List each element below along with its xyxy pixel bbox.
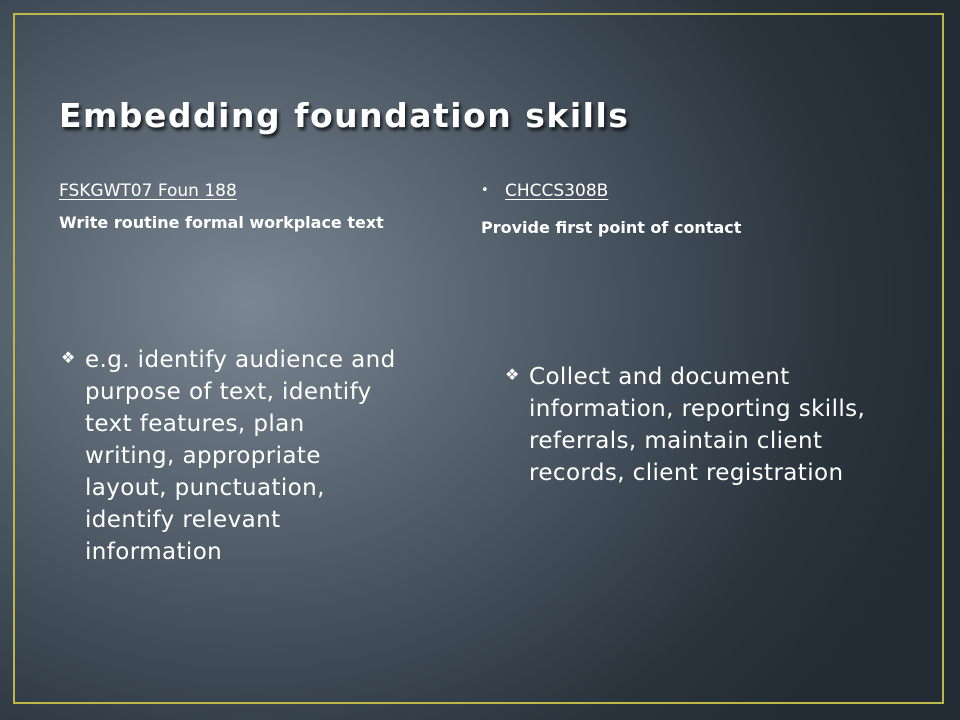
right-dot-bullet-icon: • xyxy=(481,183,489,198)
right-unit-title: Provide first point of contact xyxy=(481,218,742,237)
right-point-text: Collect and document information, reporting skills, referrals, maintain client records, client registration xyxy=(529,364,866,486)
diamond-bullet-icon: ❖ xyxy=(505,365,520,384)
left-unit-title: Write routine formal workplace text xyxy=(59,213,384,232)
right-bullet-point xyxy=(505,361,905,489)
left-column xyxy=(59,174,404,565)
diamond-bullet-icon: ❖ xyxy=(61,348,76,367)
left-unit-code-link[interactable]: FSKGWT07 Foun 188 xyxy=(59,181,237,201)
slide-title: Embedding foundation skills xyxy=(59,96,630,135)
right-unit-code-link[interactable]: CHCCS308B xyxy=(505,181,609,201)
left-bullet-point xyxy=(61,344,401,568)
left-point-text: e.g. identify audience and purpose of text, identify text features, plan writing, appropriate layout, punctuation, identify relevant information xyxy=(85,347,396,565)
right-unit-code-row xyxy=(481,174,608,208)
